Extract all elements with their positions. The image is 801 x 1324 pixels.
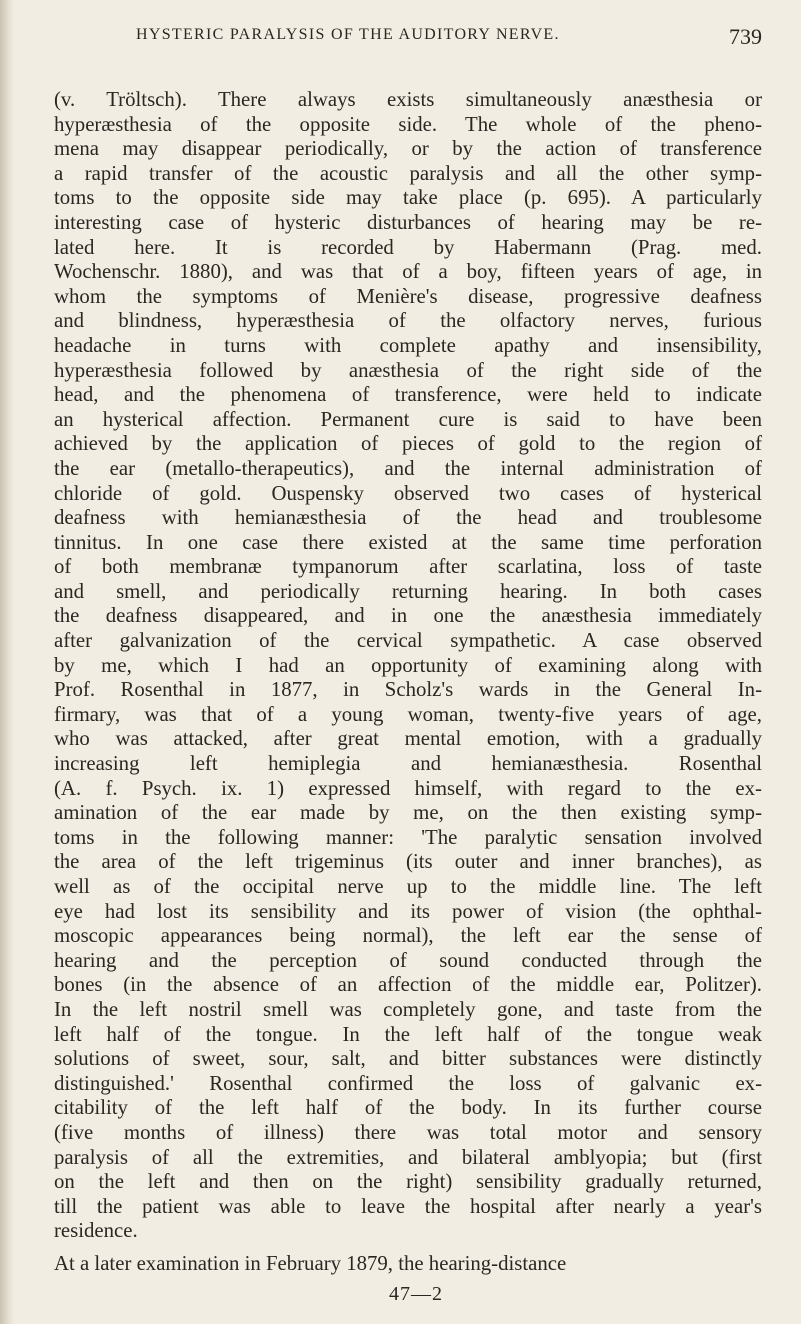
text-line: paralysis of all the extremities, and bilateral amblyopia; but (first xyxy=(54,1145,762,1169)
text-line: residence. xyxy=(54,1219,138,1243)
text-line: (five months of illness) there was total motor and sensory xyxy=(54,1120,762,1144)
text-line: eye had lost its sensibility and its power of vision (the ophthal- xyxy=(54,899,762,923)
text-line: well as of the occipital nerve up to the middle line. The left xyxy=(54,875,762,898)
text-line: the ear (metallo-therapeutics), and the internal administration of xyxy=(54,456,762,480)
text-line: left half of the tongue. In the left half of the tongue weak xyxy=(54,1022,762,1046)
text-line: the area of the left trigeminus (its outer and inner branches), as xyxy=(54,850,762,874)
text-line: increasing left hemiplegia and hemianæsthesia. Rosenthal xyxy=(54,752,762,776)
text-line: and smell, and periodically returning hearing. In both cases xyxy=(54,579,762,603)
text-line: bones (in the absence of an affection of the middle ear, Politzer). xyxy=(54,973,762,997)
page-number: 739 xyxy=(729,24,762,49)
text-line: solutions of sweet, sour, salt, and bitter substances were distinctly xyxy=(54,1047,762,1071)
text-line: interesting case of hysteric disturbances of hearing may be re- xyxy=(54,210,762,234)
text-line: citability of the left half of the body. In its further course xyxy=(54,1096,762,1120)
page-binding-shadow xyxy=(0,0,14,1324)
text-line: (v. Tröltsch). There always exists simultaneously anæsthesia or xyxy=(54,88,762,111)
text-line: mena may disappear periodically, or by the action of transference xyxy=(54,137,762,161)
text-line: toms in the following manner: 'The paralytic sensation involved xyxy=(54,825,762,849)
text-line: till the patient was able to leave the hospital after nearly a year's xyxy=(54,1194,762,1218)
text-line: hyperæsthesia followed by anæsthesia of the right side of the xyxy=(54,358,762,382)
book-page xyxy=(54,24,762,1277)
text-line: headache in turns with complete apathy and insensibility, xyxy=(54,333,762,357)
text-line: tinnitus. In one case there existed at the same time perforation xyxy=(54,530,762,554)
text-line: an hysterical affection. Permanent cure is said to have been xyxy=(54,407,762,431)
closing-line: At a later examination in February 1879, the hearing-distance xyxy=(54,1251,567,1275)
text-line: toms to the opposite side may take place (p. 695). A particularly xyxy=(54,186,762,210)
text-line: whom the symptoms of Menière's disease, progressive deafness xyxy=(54,284,762,308)
text-line: firmary, was that of a young woman, twenty-five years of age, xyxy=(54,702,762,726)
text-line: a rapid transfer of the acoustic paralysis and all the other symp- xyxy=(54,161,762,185)
text-line: distinguished.' Rosenthal confirmed the loss of galvanic ex- xyxy=(54,1071,762,1095)
text-line: chloride of gold. Ouspensky observed two cases of hysterical xyxy=(54,481,762,505)
text-line: (A. f. Psych. ix. 1) expressed himself, with regard to the ex- xyxy=(54,776,762,800)
main-paragraph xyxy=(54,88,762,1244)
text-line: hyperæsthesia of the opposite side. The whole of the pheno- xyxy=(54,112,762,136)
closing-paragraph xyxy=(54,1252,762,1277)
text-line: achieved by the application of pieces of gold to the region of xyxy=(54,432,762,456)
text-line: of both membranæ tympanorum after scarlatina, loss of taste xyxy=(54,555,762,579)
page-header xyxy=(54,24,762,64)
text-line: Wochenschr. 1880), and was that of a boy, fifteen years of age, in xyxy=(54,260,762,284)
signature-mark: 47—2 xyxy=(389,1283,443,1305)
text-line: deafness with hemianæsthesia of the head and troublesome xyxy=(54,506,762,530)
text-line: by me, which I had an opportunity of examining along with xyxy=(54,653,762,677)
text-line: head, and the phenomena of transference, were held to indicate xyxy=(54,383,762,407)
text-line: who was attacked, after great mental emotion, with a gradually xyxy=(54,727,762,751)
text-line: Prof. Rosenthal in 1877, in Scholz's wards in the General In- xyxy=(54,678,762,702)
text-line: the deafness disappeared, and in one the anæsthesia immediately xyxy=(54,604,762,628)
text-line: amination of the ear made by me, on the then existing symp- xyxy=(54,801,762,825)
text-line: moscopic appearances being normal), the left ear the sense of xyxy=(54,924,762,948)
text-line: lated here. It is recorded by Habermann (Prag. med. xyxy=(54,235,762,259)
text-line: after galvanization of the cervical sympathetic. A case observed xyxy=(54,629,762,653)
text-line: on the left and then on the right) sensibility gradually returned, xyxy=(54,1170,762,1194)
text-line: hearing and the perception of sound conducted through the xyxy=(54,948,762,972)
text-line: In the left nostril smell was completely gone, and taste from the xyxy=(54,997,762,1021)
running-title: HYSTERIC PARALYSIS OF THE AUDITORY NERVE. xyxy=(136,26,560,43)
text-line: and blindness, hyperæsthesia of the olfactory nerves, furious xyxy=(54,309,762,333)
